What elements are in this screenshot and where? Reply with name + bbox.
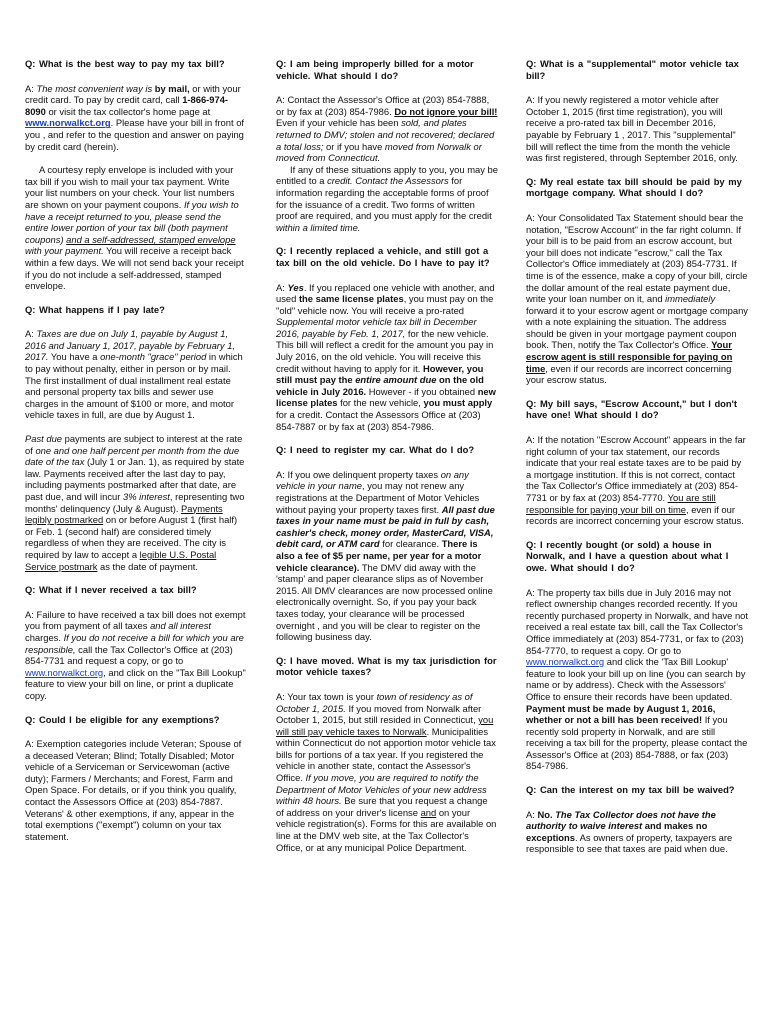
text-run: one and one half percent per month from the due date of the tax [25, 444, 240, 468]
text-run: one-month "grace" period [100, 351, 207, 363]
question-pay-late: Q: What happens if I pay late? [25, 303, 165, 315]
text-run: you will still pay vehicle taxes to Norwalk [276, 714, 494, 737]
text-run: entire amount due [355, 374, 437, 386]
text-run: you must apply [423, 397, 493, 409]
text-run: the same license plates [298, 293, 404, 305]
faq-column-3 [526, 58, 748, 867]
answer-courtesy-envelope [25, 164, 247, 292]
text-run: However - if you obtained [366, 385, 478, 397]
text-run: If you wish to have a receipt returned to you, please send the entire lower portion of your tax bill (both payment coupons) [25, 198, 239, 245]
text-run: Payments legibly postmarked [25, 502, 223, 526]
answer-moved-jurisdiction [276, 691, 498, 853]
text-run: A: Your tax town is your [276, 690, 377, 702]
text-run: A: [25, 328, 37, 340]
text-run: Do not ignore your bill! [394, 105, 498, 117]
text-run: credit. Contact the Assessors [327, 175, 449, 187]
text-run: Your escrow agent is still responsible for paying on time [526, 339, 733, 374]
question-bought-sold-house: Q: I recently bought (or sold) a house in Norwalk, and I have a question about what I owe. What should I do? [526, 538, 729, 573]
question-escrow-account: Q: My bill says, "Escrow Account," but I don't have one! What should I do? [526, 397, 737, 421]
text-run: legible U.S. Postal Service postmark [25, 548, 217, 572]
answer-past-due-interest [25, 433, 247, 572]
text-run: , representing two months' delinquency (July & August). [25, 491, 245, 514]
text-run: However, you still must pay the [276, 362, 484, 386]
question-register-car: Q: I need to register my car. What do I do? [276, 444, 475, 456]
text-run: forward it to your escrow agent or mortgage company with a note explaining the situation. The address should be given in your mortgage payment coupon book. Then, notify the Tax Collector's Office. [526, 304, 748, 351]
text-run: as the date of payment. [97, 560, 199, 572]
text-run: A: Contact the Assessor's Office at (203) 854-7888, or by fax at (203) 854-7986. [276, 94, 490, 117]
text-run: , even if our records are incorrect concerning your escrow status. [526, 503, 744, 527]
text-run: for the new vehicle. This bill will reflect a credit for the amount you pay in July 2016, on the old vehicle. You will receive this credit without having to apply for it. [276, 327, 494, 374]
text-run: , even if our records are incorrect concerning your escrow status. [526, 362, 732, 386]
text-run: You will receive a receipt back within a few days. We will not send back your receipt if you do not include a self-addressed, stamped envelope. [25, 245, 244, 292]
question-moved-jurisdiction: Q: I have moved. What is my tax jurisdiction for motor vehicle taxes? [276, 654, 497, 678]
answer-improper-vehicle-bill [276, 94, 498, 164]
text-run: on or before August 1 (first half) or Feb. 1 (second half) are considered timely regardless of when they are received. The city is required by law to accept a [25, 514, 238, 560]
text-run: . If you replaced one vehicle with another, and used [276, 281, 495, 305]
text-run: Supplemental motor vehicle tax bill in December 2016, payable by Feb. 1, 2017, [276, 316, 477, 339]
website-link[interactable]: www.norwalkct.org [25, 666, 104, 678]
question-never-received-bill: Q: What if I never received a tax bill? [25, 584, 197, 596]
text-run: A: The property tax bills due in July 2016 may not reflect ownership changes recorded recently. If you recently purchased property in Norwalk, and have not received a real estate tax bill, call the Tax Collector's Office immediately at (203) 854-7731, or fax to (203) 854-7770, to request a copy. Or go to [526, 586, 748, 656]
question-pay-tax-bill: Q: What is the best way to pay my tax bill? [25, 58, 225, 69]
text-run: for information regarding the acceptable forms of proof for the issuance of a credit. Two forms of written proof are required, and you must apply for the credit [276, 175, 492, 222]
faq-column-1 [25, 58, 247, 854]
text-run: A: If the notation "Escrow Account" appears in the far right column of your tax statement, our records indicate that your real estate taxes are to be paid by a mortgage institution. If this is not correct, contact the Tax Collector's Office immediately at (203) 854-7731 or by fax at (203) 854-7770. [526, 434, 746, 503]
text-run: Even if your vehicle has been [276, 117, 402, 129]
text-run: 1-866-974-8090 [25, 94, 229, 117]
text-run: in which to pay without penalty, either in person or by mail. The first installment of dual installment real estate and personal property tax bills and sewer use charges in the amount of $100 or more, and motor vehicle taxes in full, are due by August 1. [25, 351, 243, 421]
answer-interest-waived [526, 809, 748, 855]
text-run: Payment must be made by August 1, 2016, whether or not a bill has been received! [526, 702, 716, 726]
answer-register-car [276, 469, 498, 643]
text-run: within a limited time. [276, 221, 361, 233]
text-run: All past due taxes in your name must be paid in full by cash, cashier's check, money order, MasterCard, VISA, debit card, or ATM card [276, 503, 495, 550]
text-run: You have a [48, 351, 101, 363]
text-run: A: Your Consolidated Tax Statement should bear the notation, "Escrow Account" in the far right column. If your bill is to be paid from an escrow account, but your bill does not indicate "escrow," call the Tax Collector's Office immediately at (203) 854-7731. If time is of the essence, make a copy of your bill, circle the dollar amount of the real estate payment due, write your loan number on it, and [526, 211, 748, 305]
text-run: A: [276, 281, 288, 293]
text-run: The Tax Collector does not have the authority to waive interest [526, 808, 716, 832]
text-run: sold, and plates returned to DMV; stolen and not recovered; declared a total loss; [276, 117, 495, 152]
answer-exemptions [25, 738, 247, 842]
text-run: call the Tax Collector's Office at (203) 854-7731 and request a copy, or go to [25, 643, 233, 667]
text-run: town of residency as of October 1, 2015. [276, 690, 473, 714]
answer-replaced-vehicle [276, 282, 498, 433]
text-run: new license plates [276, 385, 496, 409]
text-run: , and click on the "Tax Bill Lookup" feature to view your bill on line, or print a duplicate copy. [25, 666, 246, 701]
text-run: The most convenient way is [36, 82, 155, 94]
answer-supplemental-bill [526, 94, 748, 164]
text-run: Be sure that you request a change of address on your driver's license [276, 795, 488, 818]
text-run: A: [526, 808, 538, 820]
text-run: or with your credit card. To pay by credit card, call [25, 82, 241, 106]
answer-bought-sold-house [526, 587, 748, 773]
text-run: If you moved from Norwalk after October 1, 2015, but still resided in Connecticut, [276, 702, 482, 726]
text-run: If you do not receive a bill for which you are responsible, [25, 631, 244, 655]
text-run: for a credit. Contact the Assessors Office at (203) 854-7887 or by fax at (203) 854-7986. [276, 409, 481, 432]
question-supplemental-bill: Q: What is a "supplemental" motor vehicle tax bill? [526, 58, 739, 81]
text-run: immediately [665, 293, 716, 305]
text-run: . As owners of property, taxpayers are responsible to see that taxes are paid when due. [526, 831, 733, 855]
question-improper-vehicle-bill: Q: I am being improperly billed for a motor vehicle. What should I do? [276, 58, 474, 81]
text-run: Taxes are due on July 1, payable by August 1, 2016 and January 1, 2017, payable by February 1, 2017. [25, 328, 236, 363]
text-run: The DMV did away with the 'stamp' and paper clearance slips as of November 2015. All DMV clearances are now processed online electronically overnight. So, if you pay your back taxes today, your clearance will be processed overnight , and you will be clear to register on the following business day. [276, 561, 493, 643]
website-link[interactable]: www.norwalkct.org [25, 117, 111, 129]
text-run: by mail, [154, 82, 193, 94]
text-run: . Please have your bill in front of you , and refer to the question and answer on paying by credit card (herein). [25, 117, 245, 152]
answer-pay-tax-bill [25, 83, 247, 153]
text-run: A: Exemption categories include Veteran; Spouse of a deceased Veteran; Blind; Totally Disabled; Motor vehicle of a Serviceman or Servicewoman (active duty); Farmers / Merchants; and Forest, Farm and Open Space. For details, or if you think you qualify, contact the Assessors Office at (203) 854-7887. Veterans' & other exemptions, if any, appear in the total exemptions ("exempt") column on your tax statement. [25, 738, 242, 842]
text-run: A: If you newly registered a motor vehicle after October 1, 2015 (first time registration), you will receive a pro-rated tax bill in December 2016, payable by February 1 , 2017. This "supplemental" bill will reflect the time from the month the vehicle was first registered, through September 2016, only. [526, 94, 738, 164]
question-replaced-vehicle: Q: I recently replaced a vehicle, and still got a tax bill on the old vehicle. Do I have to pay it? [276, 245, 490, 268]
text-run: on any vehicle in your name [276, 468, 469, 492]
text-run: 3% interest [122, 491, 170, 502]
text-run: and [420, 806, 437, 818]
text-run: with your payment. [25, 245, 104, 257]
text-run: for the new vehicle, [337, 397, 424, 409]
text-run: A courtesy reply envelope is included with your tax bill if you wish to mail your tax payment. Write your list numbers on your check. Your list numbers are shown on your payment coupons. [25, 164, 235, 210]
answer-escrow-account [526, 434, 748, 527]
text-run: A: Failure to have received a tax bill does not exempt you from payment of all taxes [25, 608, 246, 632]
text-run: for clearance. [379, 538, 442, 550]
text-run: , you may not renew any registrations at the Department of Motor Vehicles without paying your property taxes first. [276, 480, 480, 515]
text-run: A: If you owe delinquent property taxes [276, 468, 441, 480]
text-run: , you must pay on the "old" vehicle now. You will receive a pro-rated [276, 293, 494, 316]
text-run: and click the 'Tax Bill Lookup' feature to look your bill up on line (you can search by name or by address). Check with the Assessors' Office to ensure their records have been updated. [526, 656, 746, 702]
text-run: and makes no exceptions [526, 820, 708, 843]
text-run: No. [537, 808, 553, 820]
text-run: (July 1 or Jan. 1), as required by state law. Payments received after the last day to pay, including payments postmarked after that date, are past due, and will incur [25, 456, 245, 502]
text-run: on your vehicle registration(s). Forms for this are available on line at the DMV web site, at the Tax Collector's Office, or at any municipal Police Department. [276, 806, 497, 853]
text-run: and a self-addressed, stamped envelope [66, 233, 236, 245]
question-interest-waived: Q: Can the interest on my tax bill be waived? [526, 784, 735, 796]
answer-pay-late [25, 328, 247, 421]
text-run: payments are subject to interest at the rate of [25, 433, 243, 456]
website-link[interactable]: www.norwalkct.org [526, 656, 605, 668]
text-run: Yes [287, 281, 304, 293]
answer-credit-entitlement [276, 164, 498, 234]
text-run: You are still responsible for paying your bill on time [526, 492, 716, 515]
text-run: or visit the tax collector's home page at [45, 105, 211, 117]
text-run: Past due [25, 433, 63, 445]
faq-column-2 [276, 58, 498, 865]
text-run: . Municipalities within Connecticut do not apportion motor vehicle tax bills for portions of a tax year. If you registered the vehicle in another state, contact the Assessor's Office. [276, 725, 496, 784]
text-run: If any of these situations apply to you, you may be entitled to a [276, 163, 498, 187]
text-run: If you move, you are required to notify the Department of Motor Vehicles of your new address within 48 hours. [276, 772, 487, 807]
text-run: on the old vehicle in July 2016. [276, 374, 484, 397]
text-run: and all interest [150, 620, 212, 632]
text-run: A: [25, 82, 37, 94]
question-mortgage-company: Q: My real estate tax bill should be paid by my mortgage company. What should I do? [526, 175, 742, 199]
text-run: or if you have [323, 140, 385, 152]
answer-mortgage-company [526, 212, 748, 386]
text-run: moved from Norwalk or moved from Connecticut. [276, 140, 482, 164]
text-run: charges. [25, 631, 64, 643]
text-run: There is also a fee of $5 per name, per year for a motor vehicle clearance). [276, 538, 482, 573]
text-run: If you recently sold property in Norwalk, and are still receiving a tax bill for the property, please contact the Assessor's Office at (203) 854-7888, or fax (203) 854-7986. [526, 714, 748, 772]
question-exemptions: Q: Could I be eligible for any exemptions? [25, 713, 220, 725]
answer-never-received-bill [25, 609, 247, 702]
